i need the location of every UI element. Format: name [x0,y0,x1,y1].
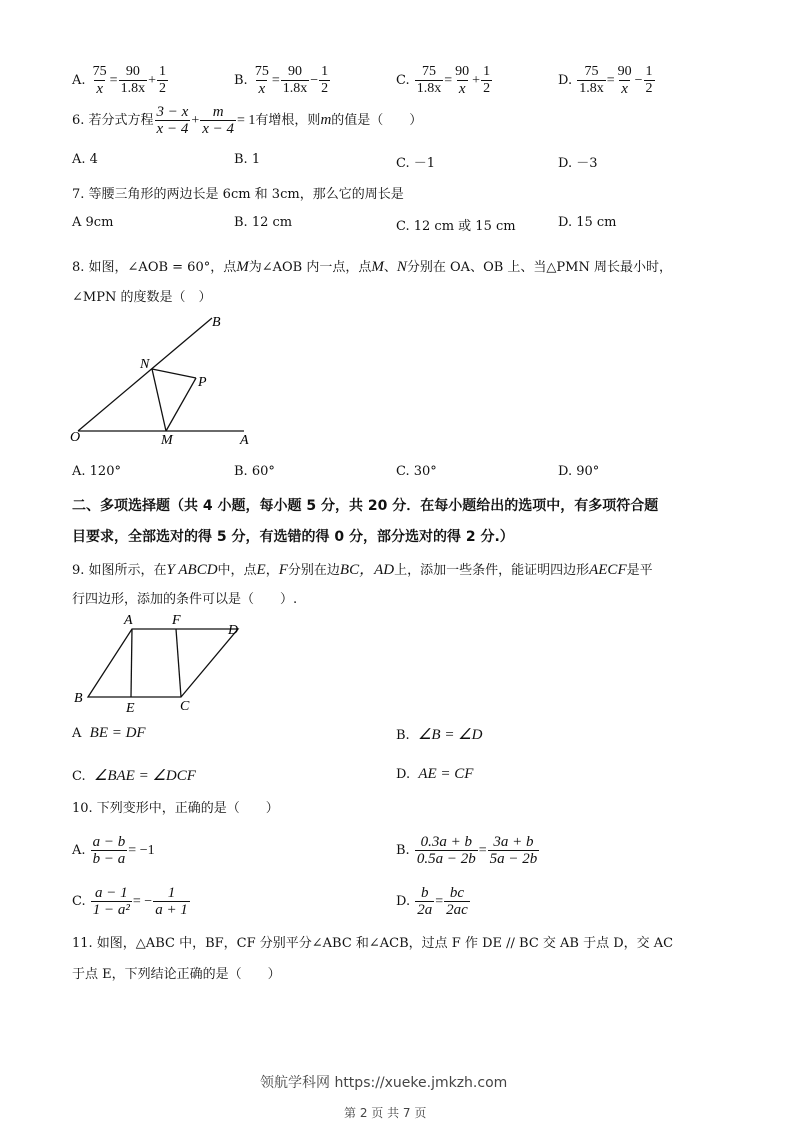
section2-heading-line1: 二、多项选择题（共 4 小题，每小题 5 分，共 20 分．在每小题给出的选项中，有多项符合题 [72,498,659,514]
q5-d-frac2: $\frac{90}{x}$ [617,64,632,97]
segment-np [152,369,196,378]
q8-figure [68,310,268,450]
q9-figure [68,610,258,720]
parallelogram-abcd [88,629,238,697]
q6-frac1: $\frac{3 - x}{x - 4}$ [156,104,189,137]
q10-c-frac1: $\frac{a - 1}{\text{1 − a²}}$ [92,885,130,918]
q8-option-b: B. 60° [234,464,275,479]
q7-option-b: B. 12 cm [234,215,293,230]
q9-option-c: C. ∠BAE = ∠DCF [72,768,196,784]
q5-b-label: B. [234,73,248,88]
q5-b-frac2: $\frac{90}{1.8x}$ [282,64,308,96]
q8-option-d: D. 90° [558,464,600,479]
segment-nm [152,369,166,431]
q5-c-label: C. [396,73,410,88]
q5-a-frac1: $\frac{75}{x}$ [92,64,107,97]
q10-a-frac: $\frac{a - b}{b - a}$ [92,834,126,867]
ray-ob [78,318,212,431]
q8-option-a: A. 120° [72,464,121,479]
q6-option-d: D. －3 [558,156,598,171]
q9-stem-line1: 9. 如图所示，在Y ABCD中，点E，F分别在边BC，AD上，添加一些条件，能证明四边形AECF是平 [72,562,653,578]
q8-stem-line2: ∠MPN 的度数是（ ） [72,290,212,305]
q9-option-b: B. ∠B = ∠D [396,727,483,743]
label-n: N [140,357,150,372]
section2-heading-line2: 目要求，全部选对的得 5 分，有选错的得 0 分，部分选对的得 2 分.） [72,529,514,545]
q5-c-frac3: $\frac{1}{2}$ [483,64,491,96]
q5-option-b: B. $\frac{75}{x}$ = $\frac{90}{1.8x}$ − $\frac{1}{2}$ [234,64,329,97]
q7-option-c: C. 12 cm 或 15 cm [396,219,516,234]
label-f: F [172,613,181,628]
q5-option-a: A. $\frac{75}{x}$ = $\frac{90}{1.8x}$ + $\frac{1}{2}$ [72,64,166,97]
label-d: D [228,623,239,638]
q5-a-frac2: $\frac{90}{1.8x}$ [120,64,146,96]
q5-option-c: C. $\frac{75}{1.8x}$ = $\frac{90}{x}$ + $\frac{1}{2}$ [396,64,491,97]
q6-option-c: C. －1 [396,156,436,171]
label-a: A [124,613,133,628]
label-m: M [161,433,173,448]
q9-option-d: D. AE = CF [396,766,474,782]
q10-d-frac1: $\frac{b}{2a}$ [417,885,433,918]
q9-option-a: A BE = DF [72,725,146,741]
footer-page-number: 第 2 页 共 7 页 [344,1106,427,1120]
q7-option-a: A 9cm [72,215,114,230]
q6-option-b: B. 1 [234,152,261,167]
q7-stem: 7. 等腰三角形的两边长是 6cm 和 3cm，那么它的周长是 [72,187,404,202]
label-p: P [198,375,207,390]
label-b: B [74,691,83,706]
q10-b-frac2: $\frac{3a + b}{5a - 2b}$ [489,834,538,867]
q10-option-a: A. $\frac{a - b}{b - a}$ = −1 [72,834,155,867]
q5-b-frac1: $\frac{75}{x}$ [254,64,269,97]
q5-b-frac3: $\frac{1}{2}$ [321,64,329,96]
segment-fc [176,629,181,697]
q5-a-frac3: $\frac{1}{2}$ [158,64,166,96]
q10-b-frac1: $\frac{0.3a + b}{0.5a - 2b}$ [416,834,476,867]
q6-frac2: $\frac{m}{x - 4}$ [202,104,235,137]
q10-c-frac2: $\frac{1}{a + 1}$ [155,885,188,918]
q5-c-frac2: $\frac{90}{x}$ [455,64,470,97]
q5-a-label: A. [72,73,86,88]
q5-option-d: D. $\frac{75}{1.8x}$ = $\frac{90}{x}$ − $\frac{1}{2}$ [558,64,653,97]
q10-option-b: B. $\frac{0.3a + b}{0.5a - 2b}$ = $\frac{3a + b}{5a - 2b}$ [396,834,538,867]
q9-stem-line2: 行四边形，添加的条件可以是（ ）. [72,592,298,607]
q6-option-a: A. 4 [72,152,98,167]
q10-option-d: D. $\frac{b}{2a}$ = $\frac{bc}{2ac}$ [396,885,468,918]
label-a: A [240,433,249,448]
q8-option-c: C. 30° [396,464,437,479]
q11-stem-line1: 11. 如图，△ABC 中，BF，CF 分别平分∠ABC 和∠ACB，过点 F 作 DE // BC 交 AB 于点 D，交 AC [72,936,674,951]
q10-d-frac2: $\frac{bc}{2ac}$ [446,885,468,918]
q10-stem: 10. 下列变形中，正确的是（ ） [72,801,279,816]
q8-stem-line1: 8. 如图，∠AOB = 60°，点M为∠AOB 内一点，点M、N分别在 OA、OB 上、当△PMN 周长最小时， [72,259,672,275]
q5-d-label: D. [558,73,573,88]
segment-ae [131,629,132,697]
q5-c-frac1: $\frac{75}{1.8x}$ [416,64,442,96]
footer-watermark: 领航学科网 https://xueke.jmkzh.com [260,1075,508,1091]
q11-stem-line2: 于点 E，下列结论正确的是（ ） [72,967,281,982]
label-b: B [212,315,221,330]
q5-d-frac1: $\frac{75}{1.8x}$ [579,64,604,96]
q5-d-frac3: $\frac{1}{2}$ [645,64,653,96]
segment-pm [166,378,196,431]
q6-stem: 6. 若分式方程 $\frac{3 - x}{x - 4}$ + $\frac{m}{x - 4}$ = 1有增根，则m的值是（ ） [72,104,423,137]
label-e: E [126,701,135,716]
label-o: O [70,430,81,445]
q7-option-d: D. 15 cm [558,215,617,230]
label-c: C [180,699,190,714]
q10-option-c: C. $\frac{a - 1}{\text{1 − a²}}$ = − $\frac{1}{a + 1}$ [72,885,188,918]
